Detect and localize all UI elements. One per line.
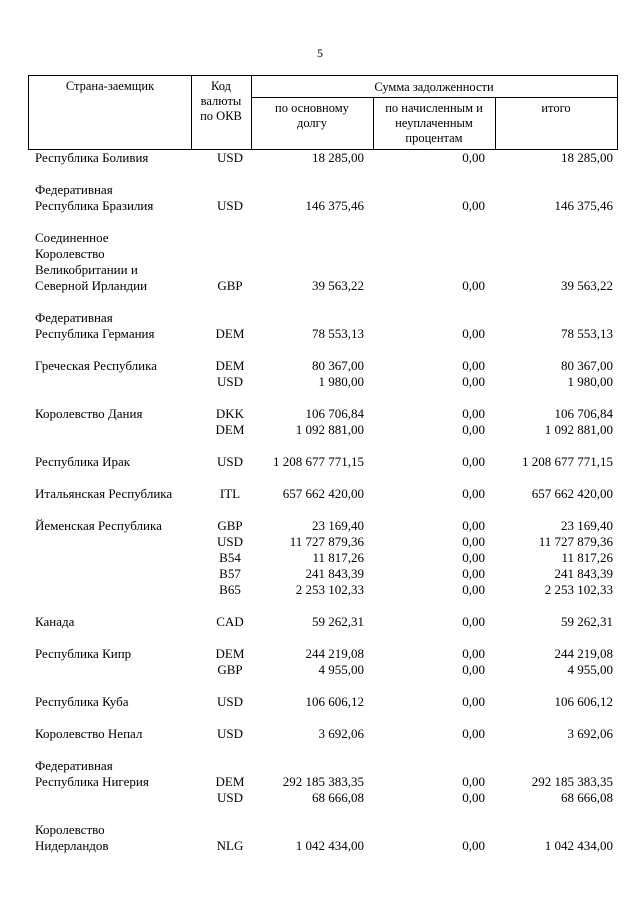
total-amount: 78 553,13 xyxy=(561,326,613,341)
currency-code: USD xyxy=(216,454,243,469)
total-amount: 80 367,00 1 980,00 xyxy=(561,358,613,389)
currency-code: USD xyxy=(216,694,243,709)
currency-code: DEM USD xyxy=(215,774,245,805)
principal-amount: 78 553,13 xyxy=(312,326,364,341)
total-amount: 3 692,06 xyxy=(567,726,613,741)
total-amount: 244 219,08 4 955,00 xyxy=(554,646,613,677)
principal-amount: 3 692,06 xyxy=(318,726,364,741)
currency-code: DEM GBP xyxy=(215,646,245,677)
total-amount: 39 563,22 xyxy=(561,278,613,293)
currency-code: USD xyxy=(216,726,243,741)
interest-amount: 0,00 0,00 0,00 0,00 0,00 xyxy=(462,518,485,597)
country-name: Республика Кипр xyxy=(35,646,132,661)
table-row xyxy=(0,358,640,390)
principal-amount: 59 262,31 xyxy=(312,614,364,629)
table-row xyxy=(0,230,640,294)
principal-amount: 23 169,40 11 727 879,36 11 817,26 241 843,39 2 253 102,33 xyxy=(289,518,364,597)
country-name: Королевство Непал xyxy=(35,726,143,741)
table-row xyxy=(0,406,640,438)
interest-amount: 0,00 xyxy=(462,454,485,469)
interest-amount: 0,00 xyxy=(462,726,485,741)
header-country: Страна-заемщик xyxy=(65,79,155,93)
country-name: Итальянская Республика xyxy=(35,486,173,501)
currency-code: CAD xyxy=(216,614,244,629)
interest-amount: 0,00 xyxy=(462,486,485,501)
interest-amount: 0,00 0,00 xyxy=(462,358,485,389)
total-amount: 106 606,12 xyxy=(554,694,613,709)
principal-amount: 292 185 383,35 68 666,08 xyxy=(282,774,364,805)
country-name: Йеменская Республика xyxy=(35,518,162,533)
interest-amount: 0,00 xyxy=(462,694,485,709)
total-amount: 23 169,40 11 727 879,36 11 817,26 241 843,39 2 253 102,33 xyxy=(538,518,613,597)
interest-amount: 0,00 0,00 xyxy=(462,646,485,677)
interest-amount: 0,00 xyxy=(462,198,485,213)
principal-amount: 18 285,00 xyxy=(312,150,364,165)
interest-amount: 0,00 0,00 xyxy=(462,774,485,805)
currency-code: USD xyxy=(216,150,243,165)
table-row xyxy=(0,518,640,598)
header-divider xyxy=(251,97,617,98)
principal-amount: 1 042 434,00 xyxy=(295,838,364,853)
total-amount: 18 285,00 xyxy=(561,150,613,165)
country-name: Республика Боливия xyxy=(35,150,149,165)
total-amount: 292 185 383,35 68 666,08 xyxy=(531,774,613,805)
total-amount: 146 375,46 xyxy=(554,198,613,213)
country-name: Греческая Республика xyxy=(35,358,157,373)
country-name: Канада xyxy=(35,614,75,629)
currency-code: NLG xyxy=(216,838,244,853)
interest-amount: 0,00 0,00 xyxy=(462,406,485,437)
country-name: Федеративная Республика Бразилия xyxy=(35,182,154,213)
principal-amount: 80 367,00 1 980,00 xyxy=(312,358,364,389)
table-row xyxy=(0,182,640,214)
total-amount: 1 208 677 771,15 xyxy=(522,454,613,469)
currency-code: USD xyxy=(216,198,243,213)
principal-amount: 146 375,46 xyxy=(305,198,364,213)
table-row xyxy=(0,486,640,502)
currency-code: GBP xyxy=(217,278,243,293)
header-currency: Код валюты по ОКВ xyxy=(200,79,242,123)
header-interest: по начисленным и неуплаченным процентам xyxy=(385,101,483,145)
table-row xyxy=(0,646,640,678)
header-principal: по основному долгу xyxy=(275,101,349,130)
total-amount: 106 706,84 1 092 881,00 xyxy=(544,406,613,437)
currency-code: DKK DEM xyxy=(215,406,245,437)
total-amount: 1 042 434,00 xyxy=(544,838,613,853)
header-total: итого xyxy=(541,101,571,115)
country-name: Королевство Нидерландов xyxy=(35,822,109,853)
country-name: Соединенное Королевство Великобритании и Северной Ирландии xyxy=(35,230,148,293)
table-header xyxy=(28,75,618,150)
total-amount: 657 662 420,00 xyxy=(531,486,613,501)
total-amount: 59 262,31 xyxy=(561,614,613,629)
table-row xyxy=(0,150,640,166)
country-name: Республика Ирак xyxy=(35,454,131,469)
currency-code: DEM USD xyxy=(215,358,245,389)
currency-code: GBP USD B54 B57 B65 xyxy=(216,518,243,597)
interest-amount: 0,00 xyxy=(462,150,485,165)
currency-code: DEM xyxy=(215,326,245,341)
principal-amount: 657 662 420,00 xyxy=(282,486,364,501)
table-row xyxy=(0,454,640,470)
table-row xyxy=(0,310,640,342)
header-debt-sum: Сумма задолженности xyxy=(374,80,494,94)
country-name: Королевство Дания xyxy=(35,406,143,421)
principal-amount: 106 606,12 xyxy=(305,694,364,709)
page-number: 5 xyxy=(317,46,323,60)
country-name: Федеративная Республика Германия xyxy=(35,310,155,341)
table-row xyxy=(0,614,640,630)
table-row xyxy=(0,758,640,805)
interest-amount: 0,00 xyxy=(462,278,485,293)
principal-amount: 244 219,08 4 955,00 xyxy=(305,646,364,677)
interest-amount: 0,00 xyxy=(462,614,485,629)
table-row xyxy=(0,694,640,710)
interest-amount: 0,00 xyxy=(462,326,485,341)
principal-amount: 39 563,22 xyxy=(312,278,364,293)
table-row xyxy=(0,822,640,854)
table-row xyxy=(0,726,640,742)
interest-amount: 0,00 xyxy=(462,838,485,853)
principal-amount: 1 208 677 771,15 xyxy=(273,454,364,469)
principal-amount: 106 706,84 1 092 881,00 xyxy=(295,406,364,437)
country-name: Федеративная Республика Нигерия xyxy=(35,758,149,789)
currency-code: ITL xyxy=(219,486,241,501)
country-name: Республика Куба xyxy=(35,694,129,709)
